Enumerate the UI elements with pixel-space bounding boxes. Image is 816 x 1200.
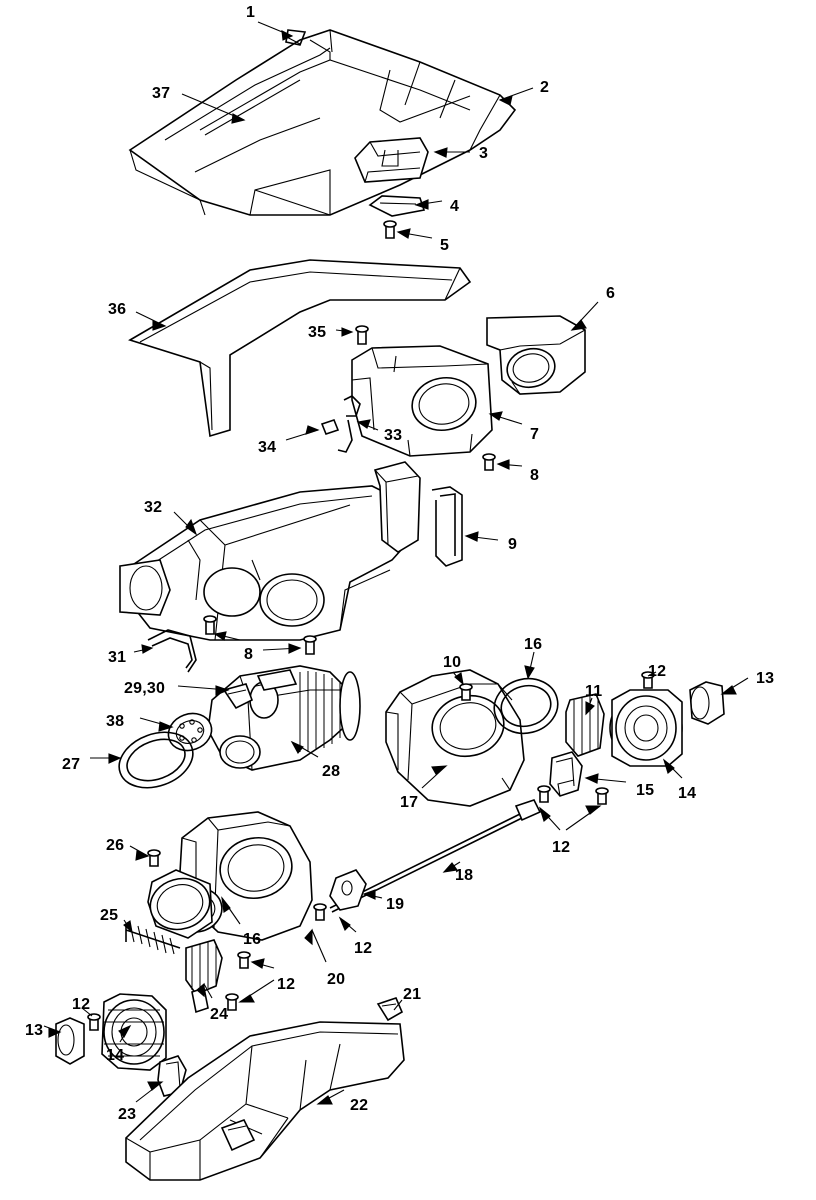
leader-23: [136, 1082, 162, 1102]
part-5-screw: [384, 221, 396, 238]
callout-34: 34: [258, 439, 277, 456]
callout-8-upper: 8: [530, 467, 540, 484]
leader-34: [286, 426, 318, 440]
callout-12-left: 12: [72, 996, 91, 1013]
callout-13-left: 13: [25, 1022, 44, 1039]
callout-1: 1: [246, 4, 256, 21]
part-19-link: [330, 870, 366, 910]
part-7-housing: [352, 346, 492, 456]
part-6-duct: [487, 316, 585, 394]
leader-7: [490, 412, 522, 424]
callout-38: 38: [106, 713, 125, 730]
part-26-housing: [144, 812, 312, 940]
callout-18: 18: [455, 867, 474, 884]
callout-15: 15: [636, 782, 655, 799]
leader-13a: [722, 678, 748, 694]
callout-22: 22: [350, 1097, 369, 1114]
callout-11: 11: [585, 683, 603, 700]
part-28-motor-assembly: [208, 666, 360, 770]
leader-6: [572, 302, 598, 330]
callout-5: 5: [440, 237, 450, 254]
part-8-screw-top: [483, 454, 495, 470]
part-13-cap-left: [56, 1018, 84, 1064]
part-20-leader: [305, 930, 326, 962]
part-12e-screw: [88, 1014, 100, 1030]
leader-26: [130, 846, 148, 860]
callout-14-right: 14: [678, 785, 697, 802]
part-24-bracket: [186, 940, 222, 1012]
callout-16-lower: 16: [243, 931, 262, 948]
callout-9: 9: [508, 536, 518, 553]
callout-21: 21: [403, 986, 422, 1003]
part-11-bracket: [566, 694, 604, 756]
callout-33: 33: [384, 427, 403, 444]
leader-5: [398, 229, 432, 238]
callout-32: 32: [144, 499, 163, 516]
leader-8a: [498, 460, 522, 469]
callout-3: 3: [479, 145, 489, 162]
callout-35: 35: [308, 324, 327, 341]
callout-20: 20: [327, 971, 346, 988]
callout-8-lower: 8: [244, 646, 254, 663]
part-32-main-housing: [120, 462, 420, 640]
callout-2: 2: [540, 79, 550, 96]
callout-37: 37: [152, 85, 171, 102]
callout-36: 36: [108, 301, 127, 318]
callout-12-lower-b: 12: [277, 976, 296, 993]
part-21-bracket: [378, 998, 402, 1020]
part-17-housing: [386, 670, 524, 806]
callout-17: 17: [400, 794, 419, 811]
callout-27: 27: [62, 756, 81, 773]
callout-25: 25: [100, 907, 119, 924]
leader-38: [140, 718, 172, 731]
part-37-top-cover: [130, 30, 515, 215]
part-35-screw: [356, 326, 368, 344]
part-9-clip: [432, 487, 462, 566]
callout-12-lower-a: 12: [354, 940, 373, 957]
callout-12-right: 12: [648, 663, 667, 680]
leader-12c: [340, 918, 356, 932]
callout-4: 4: [450, 198, 460, 215]
part-10-screw: [460, 684, 472, 700]
callout-14-left: 14: [106, 1047, 125, 1064]
callout-29-30: 29,30: [124, 680, 166, 697]
leader-35: [336, 328, 352, 336]
leader-16a: [525, 652, 534, 678]
callout-23: 23: [118, 1106, 137, 1123]
callout-10: 10: [443, 654, 462, 671]
part-15-bracket: [550, 752, 582, 796]
leader-27: [90, 754, 120, 763]
leader-12b: [540, 806, 600, 830]
leader-15: [586, 774, 626, 783]
part-31-seal: [148, 630, 196, 672]
callout-16-upper: 16: [524, 636, 543, 653]
callout-28: 28: [322, 763, 341, 780]
leader-19: [364, 890, 382, 899]
leader-29-30: [178, 686, 228, 695]
callout-31: 31: [108, 649, 127, 666]
callout-26: 26: [106, 837, 125, 854]
callout-19: 19: [386, 896, 405, 913]
part-14-blower-right: [610, 690, 682, 766]
part-13-cap-right: [690, 682, 724, 724]
callout-7: 7: [530, 426, 540, 443]
callout-12-mid: 12: [552, 839, 571, 856]
callout-13-right: 13: [756, 670, 775, 687]
leader-9: [466, 532, 498, 541]
leader-31: [134, 645, 152, 653]
leader-2: [500, 88, 533, 105]
part-26-screw: [148, 850, 160, 866]
callout-6: 6: [606, 285, 616, 302]
callout-24: 24: [210, 1006, 229, 1023]
part-4-clip: [370, 196, 424, 216]
